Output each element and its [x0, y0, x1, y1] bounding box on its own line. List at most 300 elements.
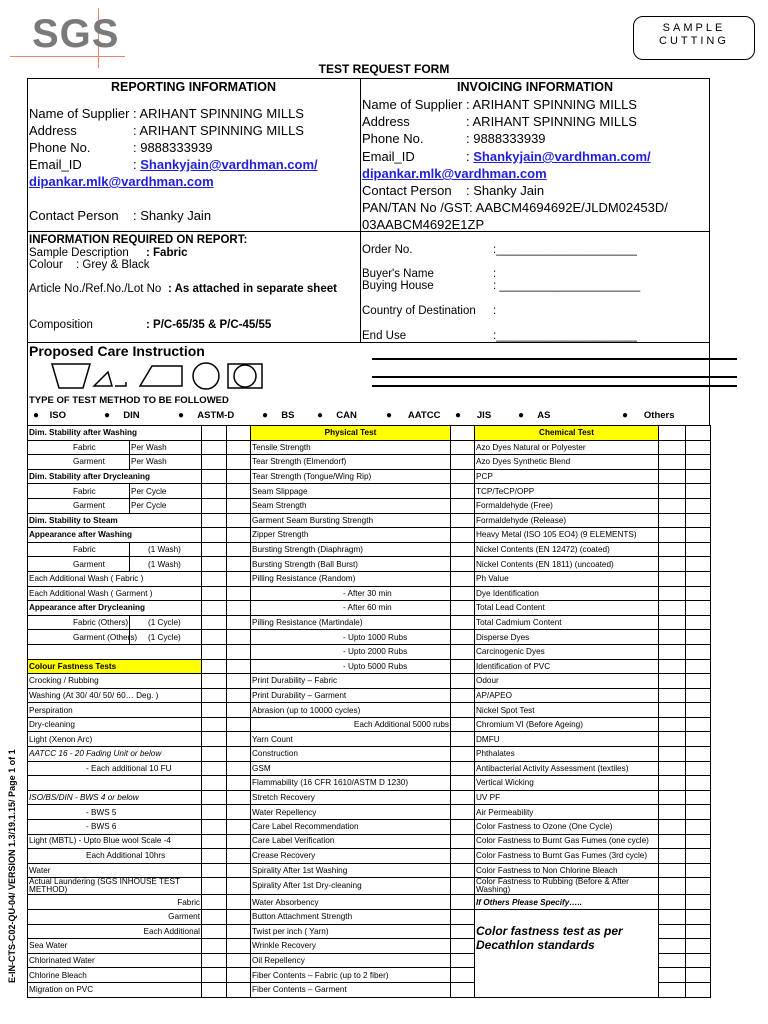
checkbox-cell[interactable] — [686, 498, 711, 513]
sample-desc-value[interactable]: : Fabric — [146, 247, 188, 259]
reporting-address-label: Address — [29, 123, 77, 138]
checkbox-cell[interactable] — [659, 834, 686, 849]
checkbox-cell[interactable] — [227, 426, 251, 441]
checkbox-cell[interactable] — [202, 659, 227, 674]
checkbox-cell[interactable] — [451, 849, 475, 864]
checkbox-cell[interactable] — [686, 703, 711, 718]
invoicing-email-label: Email_ID — [362, 149, 415, 164]
checkbox-cell[interactable] — [202, 834, 227, 849]
checkbox-cell[interactable] — [659, 968, 686, 983]
colour-value[interactable]: : Grey & Black — [76, 259, 150, 271]
country-field[interactable]: : — [493, 305, 497, 317]
checkbox-cell[interactable] — [659, 688, 686, 703]
chemical-test-label — [475, 968, 659, 983]
checkbox-cell[interactable] — [227, 968, 251, 983]
sample-label: SAMPLE — [662, 22, 726, 34]
checkbox-cell[interactable] — [451, 571, 475, 586]
checkbox-cell[interactable] — [202, 878, 227, 895]
checkbox-cell[interactable] — [451, 878, 475, 895]
checkbox-cell[interactable] — [451, 776, 475, 791]
checkbox-cell[interactable] — [686, 630, 711, 645]
checkbox-cell[interactable] — [202, 953, 227, 968]
checkbox-cell[interactable] — [686, 863, 711, 878]
invoicing-contact[interactable]: : Shanky Jain — [466, 183, 545, 198]
checkbox-cell[interactable] — [451, 953, 475, 968]
checkbox-cell[interactable] — [227, 953, 251, 968]
checkbox-cell[interactable] — [659, 571, 686, 586]
checkbox-cell[interactable] — [202, 939, 227, 954]
checkbox-cell[interactable] — [202, 557, 227, 572]
checkbox-cell[interactable] — [659, 910, 686, 925]
table-row — [28, 910, 711, 925]
checkbox-cell[interactable] — [659, 939, 686, 954]
table-row — [28, 601, 711, 616]
checkbox-cell[interactable] — [451, 790, 475, 805]
checkbox-cell[interactable] — [451, 498, 475, 513]
physical-test-label: Print Durability – Garment — [251, 688, 451, 703]
checkbox-cell[interactable] — [202, 863, 227, 878]
checkbox-cell[interactable] — [686, 732, 711, 747]
checkbox-cell[interactable] — [659, 557, 686, 572]
checkbox-cell[interactable] — [227, 513, 251, 528]
invoicing-heading: INVOICING INFORMATION — [456, 80, 613, 94]
physical-test-label: Pilling Resistance (Random) — [251, 571, 451, 586]
checkbox-cell[interactable] — [451, 982, 475, 997]
checkbox-cell[interactable] — [686, 939, 711, 954]
checkbox-cell[interactable] — [659, 542, 686, 557]
physical-test-label: Oil Repellency — [251, 953, 451, 968]
row-label: ISO/BS/DIN - BWS 4 or below — [28, 790, 202, 805]
checkbox-cell[interactable] — [451, 895, 475, 910]
row-label: Fabric (Others) — [28, 615, 130, 630]
checkbox-cell[interactable] — [202, 910, 227, 925]
checkbox-cell[interactable] — [659, 615, 686, 630]
checkbox-cell[interactable] — [686, 834, 711, 849]
checkbox-cell[interactable] — [227, 982, 251, 997]
checkbox-cell[interactable] — [202, 528, 227, 543]
chemical-test-label: Dye Identification — [475, 586, 659, 601]
physical-test-label: GSM — [251, 761, 451, 776]
checkbox-cell[interactable] — [659, 703, 686, 718]
checkbox-cell[interactable] — [686, 674, 711, 689]
checkbox-cell[interactable] — [659, 484, 686, 499]
table-row — [28, 732, 711, 747]
checkbox-cell[interactable] — [686, 426, 711, 441]
chemical-test-label: Color Fastness to Burnt Gas Fumes (one cycle) — [475, 834, 659, 849]
checkbox-cell[interactable] — [451, 910, 475, 925]
checkbox-cell[interactable] — [451, 601, 475, 616]
checkbox-cell[interactable] — [202, 820, 227, 835]
method-can-label: CAN — [336, 410, 357, 421]
checkbox-cell[interactable] — [659, 878, 686, 895]
checkbox-cell[interactable] — [659, 469, 686, 484]
method-jis[interactable]: ● JIS — [455, 410, 492, 421]
checkbox-cell[interactable] — [451, 528, 475, 543]
checkbox-cell[interactable] — [659, 895, 686, 910]
checkbox-cell[interactable] — [202, 717, 227, 732]
iron-icon — [140, 366, 182, 386]
row-label: Colour Fastness Tests — [28, 659, 202, 674]
checkbox-cell[interactable] — [686, 953, 711, 968]
checkbox-cell[interactable] — [686, 747, 711, 762]
checkbox-cell[interactable] — [227, 615, 251, 630]
checkbox-cell[interactable] — [659, 953, 686, 968]
checkbox-cell[interactable] — [227, 732, 251, 747]
checkbox-cell[interactable] — [202, 703, 227, 718]
checkbox-cell[interactable] — [227, 805, 251, 820]
checkbox-cell[interactable] — [227, 571, 251, 586]
checkbox-cell[interactable] — [451, 939, 475, 954]
invoicing-pan[interactable]: : AABCM4694692E/JLDM02453D/ — [469, 200, 668, 215]
checkbox-cell[interactable] — [227, 895, 251, 910]
order-field[interactable]: :______________________ — [493, 244, 637, 256]
physical-test-label: Physical Test — [251, 426, 451, 441]
physical-test-label: Fiber Contents – Fabric (up to 2 fiber) — [251, 968, 451, 983]
checkbox-cell[interactable] — [686, 644, 711, 659]
composition-label: Composition — [29, 319, 93, 331]
checkbox-cell[interactable] — [686, 688, 711, 703]
checkbox-cell[interactable] — [451, 469, 475, 484]
checkbox-cell[interactable] — [227, 939, 251, 954]
table-row — [28, 895, 711, 910]
checkbox-cell[interactable] — [202, 849, 227, 864]
checkbox-cell[interactable] — [202, 571, 227, 586]
methods-heading: TYPE OF TEST METHOD TO BE FOLLOWED — [29, 395, 229, 406]
checkbox-cell[interactable] — [686, 586, 711, 601]
checkbox-cell[interactable] — [451, 688, 475, 703]
checkbox-cell[interactable] — [686, 455, 711, 470]
checkbox-cell[interactable] — [451, 924, 475, 939]
physical-test-label: Tear Strength (Elmendorf) — [251, 455, 451, 470]
checkbox-cell[interactable] — [227, 601, 251, 616]
method-astm[interactable]: ● ASTM-D — [178, 410, 235, 421]
checkbox-cell[interactable] — [659, 426, 686, 441]
reporting-heading: REPORTING INFORMATION — [110, 80, 277, 94]
buyer-field[interactable]: : — [493, 268, 497, 280]
checkbox-cell[interactable] — [202, 790, 227, 805]
row-label — [28, 644, 202, 659]
chemical-test-label: Formaldehyde (Free) — [475, 498, 659, 513]
checkbox-cell[interactable] — [686, 910, 711, 925]
row-label: Garment — [28, 455, 130, 470]
composition-value[interactable]: : P/C-65/35 & P/C-45/55 — [146, 319, 272, 331]
checkbox-cell[interactable] — [451, 644, 475, 659]
article-value[interactable]: : As attached in separate sheet — [168, 283, 337, 295]
row-sublabel: (1 Wash) — [130, 542, 202, 557]
table-row — [28, 776, 711, 791]
invoicing-phone[interactable]: : 9888333939 — [466, 131, 546, 146]
invoicing-address-label: Address — [362, 114, 410, 129]
reporting-supplier[interactable]: : ARIHANT SPINNING MILLS — [133, 106, 304, 121]
row-label: AATCC 16 - 20 Fading Unit or below — [28, 747, 202, 762]
checkbox-cell[interactable] — [202, 747, 227, 762]
reporting-contact[interactable]: : Shanky Jain — [133, 208, 212, 223]
checkbox-cell[interactable] — [227, 630, 251, 645]
checkbox-cell[interactable] — [227, 878, 251, 895]
sgs-logo: SGS — [10, 8, 125, 63]
checkbox-cell[interactable] — [451, 586, 475, 601]
checkbox-cell[interactable] — [202, 776, 227, 791]
physical-test-label: Abrasion (up to 10000 cycles) — [251, 703, 451, 718]
checkbox-cell[interactable] — [686, 542, 711, 557]
method-can[interactable]: ● CAN — [317, 410, 357, 421]
care-heading: Proposed Care Instruction — [29, 343, 205, 359]
checkbox-cell[interactable] — [227, 717, 251, 732]
method-bs[interactable]: ● BS — [262, 410, 295, 421]
checkbox-cell[interactable] — [227, 469, 251, 484]
checkbox-cell[interactable] — [202, 440, 227, 455]
checkbox-cell[interactable] — [659, 732, 686, 747]
test-table — [27, 425, 711, 998]
checkbox-cell[interactable] — [202, 924, 227, 939]
reporting-email-label: Email_ID — [29, 157, 82, 172]
checkbox-cell[interactable] — [202, 615, 227, 630]
chemical-test-label: Disperse Dyes — [475, 630, 659, 645]
checkbox-cell[interactable] — [202, 498, 227, 513]
row-label: Each Additional Wash ( Fabric ) — [28, 571, 202, 586]
checkbox-cell[interactable] — [202, 513, 227, 528]
checkbox-cell[interactable] — [451, 732, 475, 747]
checkbox-cell[interactable] — [227, 863, 251, 878]
checkbox-cell[interactable] — [659, 513, 686, 528]
checkbox-cell[interactable] — [227, 761, 251, 776]
checkbox-cell[interactable] — [686, 805, 711, 820]
invoicing-pan2[interactable]: 03AABCM4692E1ZP — [362, 217, 485, 232]
method-iso[interactable]: ● ISO — [33, 410, 66, 421]
checkbox-cell[interactable] — [659, 644, 686, 659]
checkbox-cell[interactable] — [202, 484, 227, 499]
checkbox-cell[interactable] — [451, 426, 475, 441]
checkbox-cell[interactable] — [686, 440, 711, 455]
checkbox-cell[interactable] — [451, 747, 475, 762]
checkbox-cell[interactable] — [686, 601, 711, 616]
checkbox-cell[interactable] — [202, 895, 227, 910]
checkbox-cell[interactable] — [659, 528, 686, 543]
checkbox-cell[interactable] — [227, 644, 251, 659]
checkbox-cell[interactable] — [227, 528, 251, 543]
checkbox-cell[interactable] — [202, 426, 227, 441]
checkbox-cell[interactable] — [451, 513, 475, 528]
checkbox-cell[interactable] — [659, 440, 686, 455]
checkbox-cell[interactable] — [451, 659, 475, 674]
checkbox-cell[interactable] — [227, 688, 251, 703]
method-din[interactable]: ● DIN — [104, 410, 140, 421]
checkbox-cell[interactable] — [451, 630, 475, 645]
checkbox-cell[interactable] — [686, 571, 711, 586]
checkbox-cell[interactable] — [227, 747, 251, 762]
chemical-test-label: Odour — [475, 674, 659, 689]
checkbox-cell[interactable] — [227, 776, 251, 791]
reporting-email2-link[interactable]: dipankar.mlk@vardhman.com — [29, 174, 214, 189]
checkbox-cell[interactable] — [451, 805, 475, 820]
checkbox-cell[interactable] — [227, 849, 251, 864]
checkbox-cell[interactable] — [686, 776, 711, 791]
checkbox-cell[interactable] — [659, 982, 686, 997]
checkbox-cell[interactable] — [659, 717, 686, 732]
bleach-symbol-icon — [115, 382, 126, 386]
checkbox-cell[interactable] — [659, 747, 686, 762]
checkbox-cell[interactable] — [659, 790, 686, 805]
table-row — [28, 878, 711, 895]
checkbox-cell[interactable] — [451, 615, 475, 630]
checkbox-cell[interactable] — [202, 674, 227, 689]
checkbox-cell[interactable] — [202, 601, 227, 616]
table-row — [28, 849, 711, 864]
checkbox-cell[interactable] — [451, 455, 475, 470]
checkbox-cell[interactable] — [686, 513, 711, 528]
checkbox-cell[interactable] — [227, 557, 251, 572]
care-symbols — [50, 362, 270, 390]
table-row — [28, 498, 711, 513]
invoicing-pan-row — [362, 200, 668, 215]
reporting-contact-label: Contact Person — [29, 208, 119, 223]
checkbox-cell[interactable] — [659, 659, 686, 674]
checkbox-cell[interactable] — [659, 455, 686, 470]
invoicing-supplier-label: Name of Supplier — [362, 97, 463, 112]
checkbox-cell[interactable] — [659, 674, 686, 689]
table-row — [28, 571, 711, 586]
checkbox-cell[interactable] — [202, 805, 227, 820]
row-label: Appearance after Drycleaning — [28, 601, 202, 616]
row-sublabel: Per Cycle — [130, 484, 202, 499]
checkbox-cell[interactable] — [451, 761, 475, 776]
checkbox-cell[interactable] — [227, 910, 251, 925]
reporting-address[interactable]: : ARIHANT SPINNING MILLS — [133, 123, 304, 138]
method-others[interactable]: ● Others — [622, 410, 675, 421]
checkbox-cell[interactable] — [451, 820, 475, 835]
checkbox-cell[interactable] — [227, 790, 251, 805]
checkbox-cell[interactable] — [227, 924, 251, 939]
chemical-test-label — [475, 953, 659, 968]
checkbox-cell[interactable] — [451, 674, 475, 689]
checkbox-cell[interactable] — [202, 644, 227, 659]
chemical-test-label: Azo Dyes Synthetic Blend — [475, 455, 659, 470]
checkbox-cell[interactable] — [659, 586, 686, 601]
table-row — [28, 982, 711, 997]
row-label: Washing (At 30/ 40/ 50/ 60… Deg. ) — [28, 688, 202, 703]
checkbox-cell[interactable] — [202, 542, 227, 557]
checkbox-cell[interactable] — [686, 659, 711, 674]
checkbox-cell[interactable] — [202, 688, 227, 703]
invoicing-pan-label: PAN/TAN No /GST — [362, 200, 470, 215]
checkbox-cell[interactable] — [686, 982, 711, 997]
row-label: Fabric — [28, 484, 130, 499]
checkbox-cell[interactable] — [202, 968, 227, 983]
checkbox-cell[interactable] — [659, 924, 686, 939]
checkbox-cell[interactable] — [227, 440, 251, 455]
buying-house-label: Buying House — [362, 280, 434, 292]
checkbox-cell[interactable] — [686, 895, 711, 910]
checkbox-cell[interactable] — [227, 484, 251, 499]
checkbox-cell[interactable] — [659, 849, 686, 864]
method-jis-label: JIS — [476, 410, 492, 421]
checkbox-cell[interactable] — [659, 820, 686, 835]
buying-house-field[interactable]: : ______________________ — [493, 280, 641, 292]
checkbox-cell[interactable] — [686, 924, 711, 939]
physical-test-label: Water Absorbency — [251, 895, 451, 910]
checkbox-cell[interactable] — [451, 834, 475, 849]
row-label: Migration on PVC — [28, 982, 202, 997]
checkbox-cell[interactable] — [227, 820, 251, 835]
checkbox-cell[interactable] — [686, 849, 711, 864]
checkbox-cell[interactable] — [227, 674, 251, 689]
checkbox-cell[interactable] — [659, 776, 686, 791]
checkbox-cell[interactable] — [202, 586, 227, 601]
chemical-test-label: Nickel Contents (EN 12472) (coated) — [475, 542, 659, 557]
method-aatcc[interactable]: ● AATCC — [386, 410, 441, 421]
checkbox-cell[interactable] — [227, 703, 251, 718]
checkbox-cell[interactable] — [451, 968, 475, 983]
checkbox-cell[interactable] — [659, 630, 686, 645]
enduse-field[interactable]: :______________________ — [493, 330, 637, 342]
checkbox-cell[interactable] — [227, 542, 251, 557]
checkbox-cell[interactable] — [202, 455, 227, 470]
checkbox-cell[interactable] — [686, 878, 711, 895]
checkbox-cell[interactable] — [227, 455, 251, 470]
checkbox-cell[interactable] — [659, 761, 686, 776]
checkbox-cell[interactable] — [686, 484, 711, 499]
reporting-email1-link[interactable]: Shankyjain@vardhman.com/ — [140, 157, 318, 172]
checkbox-cell[interactable] — [686, 615, 711, 630]
checkbox-cell[interactable] — [451, 557, 475, 572]
checkbox-cell[interactable] — [686, 557, 711, 572]
checkbox-cell[interactable] — [686, 790, 711, 805]
colour-label: Colour — [29, 259, 63, 271]
checkbox-cell[interactable] — [659, 863, 686, 878]
checkbox-cell[interactable] — [202, 630, 227, 645]
checkbox-cell[interactable] — [686, 469, 711, 484]
checkbox-cell[interactable] — [659, 805, 686, 820]
checkbox-cell[interactable] — [202, 732, 227, 747]
invoicing-email1-link[interactable]: Shankyjain@vardhman.com/ — [473, 149, 651, 164]
checkbox-cell[interactable] — [659, 601, 686, 616]
checkbox-cell[interactable] — [451, 484, 475, 499]
invoicing-supplier[interactable]: : ARIHANT SPINNING MILLS — [466, 97, 637, 112]
checkbox-cell[interactable] — [227, 659, 251, 674]
table-row — [28, 644, 711, 659]
checkbox-cell[interactable] — [451, 703, 475, 718]
checkbox-cell[interactable] — [686, 820, 711, 835]
checkbox-cell[interactable] — [686, 717, 711, 732]
checkbox-cell[interactable] — [227, 586, 251, 601]
invoicing-address[interactable]: : ARIHANT SPINNING MILLS — [466, 114, 637, 129]
checkbox-cell[interactable] — [686, 528, 711, 543]
physical-test-label: Seam Slippage — [251, 484, 451, 499]
checkbox-cell[interactable] — [227, 498, 251, 513]
invoicing-email2-link[interactable]: dipankar.mlk@vardhman.com — [362, 166, 547, 181]
checkbox-cell[interactable] — [227, 834, 251, 849]
chemical-test-label: Chemical Test — [475, 426, 659, 441]
physical-test-label: - Upto 1000 Rubs — [251, 630, 451, 645]
reporting-phone[interactable]: : 9888333939 — [133, 140, 213, 155]
checkbox-cell[interactable] — [451, 542, 475, 557]
checkbox-cell[interactable] — [202, 982, 227, 997]
checkbox-cell[interactable] — [451, 440, 475, 455]
checkbox-cell[interactable] — [686, 968, 711, 983]
checkbox-cell[interactable] — [451, 717, 475, 732]
checkbox-cell[interactable] — [202, 469, 227, 484]
method-as[interactable]: ● AS — [518, 410, 551, 421]
checkbox-cell[interactable] — [451, 863, 475, 878]
chemical-test-label — [475, 982, 659, 997]
table-row — [28, 586, 711, 601]
table-row — [28, 557, 711, 572]
checkbox-cell[interactable] — [686, 761, 711, 776]
checkbox-cell[interactable] — [202, 761, 227, 776]
checkbox-cell[interactable] — [659, 498, 686, 513]
invoicing-phone-label: Phone No. — [362, 131, 424, 146]
dryclean-icon — [193, 363, 219, 389]
